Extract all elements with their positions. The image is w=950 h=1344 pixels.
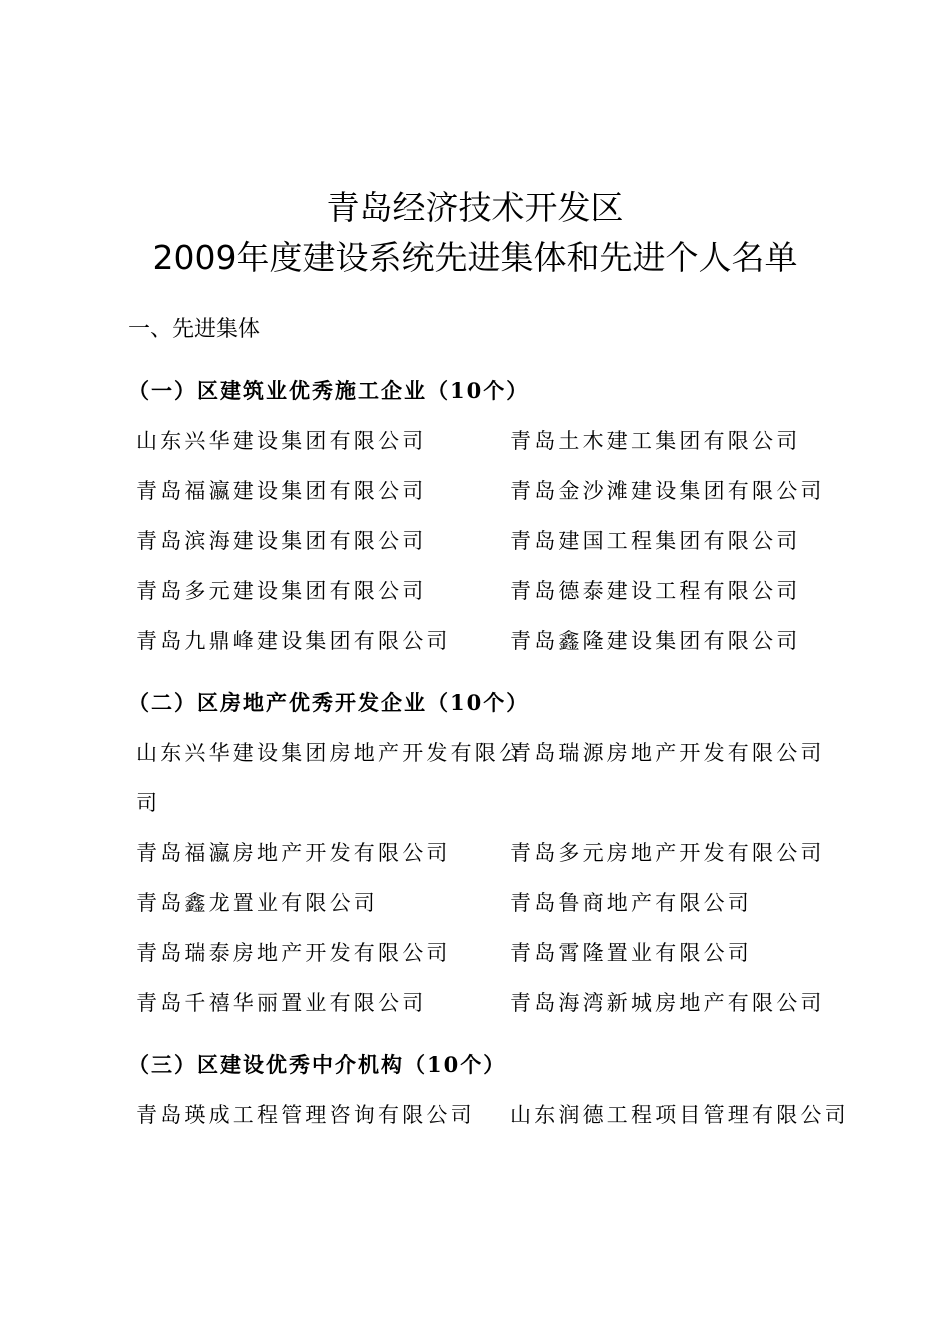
list-item: 青岛土木建工集团有限公司 [510, 429, 801, 453]
list-item-continuation: 司 [136, 791, 161, 815]
list-item: 青岛滨海建设集团有限公司 [136, 529, 427, 553]
list-item: 青岛福瀛建设集团有限公司 [136, 479, 427, 503]
document-title-line2: 2009年度建设系统先进集体和先进个人名单 [152, 238, 798, 277]
document-title-line1: 青岛经济技术开发区 [326, 188, 624, 227]
list-row [136, 524, 856, 558]
list-item: 青岛千禧华丽置业有限公司 [136, 991, 427, 1015]
list-item: 青岛建国工程集团有限公司 [510, 529, 801, 553]
list-item: 青岛鲁商地产有限公司 [510, 891, 752, 915]
list-item: 青岛海湾新城房地产有限公司 [510, 991, 825, 1015]
group-heading-real-estate: （二）区房地产优秀开发企业（10个） [128, 690, 530, 715]
list-item: 青岛瑛成工程管理咨询有限公司 [136, 1103, 475, 1127]
list-item: 青岛金沙滩建设集团有限公司 [510, 479, 825, 503]
list-row [136, 986, 856, 1020]
section-heading: 一、先进集体 [128, 317, 261, 342]
list-item: 青岛鑫龙置业有限公司 [136, 891, 378, 915]
list-item: 青岛鑫隆建设集团有限公司 [510, 629, 801, 653]
group-heading-construction: （一）区建筑业优秀施工企业（10个） [128, 378, 530, 403]
list-row [136, 574, 856, 608]
list-row [136, 936, 856, 970]
list-item: 青岛瑞泰房地产开发有限公司 [136, 941, 451, 965]
list-item: 青岛瑞源房地产开发有限公司 [510, 741, 825, 765]
list-item: 青岛多元房地产开发有限公司 [510, 841, 825, 865]
list-row [136, 1098, 856, 1132]
list-row [136, 624, 856, 658]
list-item: 山东兴华建设集团有限公司 [136, 429, 427, 453]
list-row [136, 736, 856, 770]
list-row [136, 886, 856, 920]
list-item: 山东兴华建设集团房地产开发有限公 [136, 741, 524, 765]
list-row [136, 424, 856, 458]
list-row [136, 836, 856, 870]
group-heading-agencies: （三）区建设优秀中介机构（10个） [128, 1052, 507, 1077]
list-item: 青岛德泰建设工程有限公司 [510, 579, 801, 603]
list-item: 山东润德工程项目管理有限公司 [510, 1103, 849, 1127]
list-item: 青岛九鼎峰建设集团有限公司 [136, 629, 451, 653]
list-item: 青岛霄隆置业有限公司 [510, 941, 752, 965]
list-row [136, 474, 856, 508]
list-item: 青岛福瀛房地产开发有限公司 [136, 841, 451, 865]
list-item: 青岛多元建设集团有限公司 [136, 579, 427, 603]
